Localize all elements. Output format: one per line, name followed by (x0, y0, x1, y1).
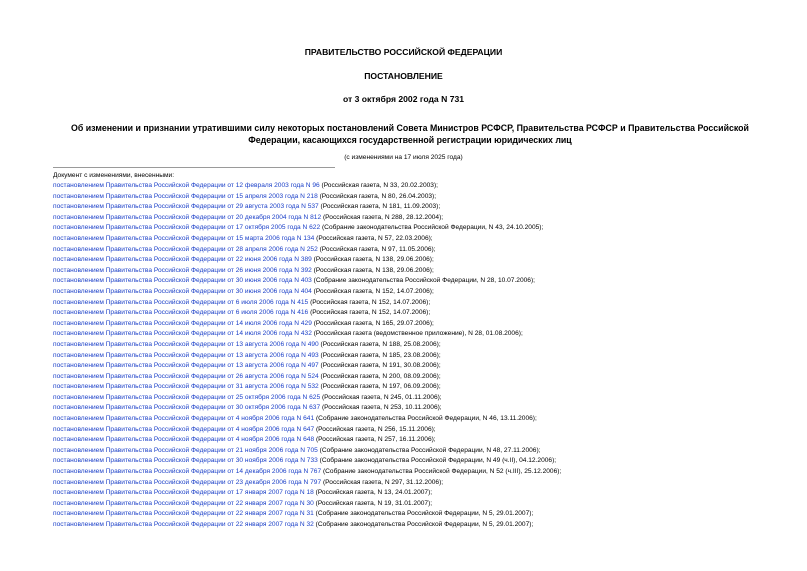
amendment-source: (Собрание законодательства Российской Федерации, N 28, 10.07.2006); (311, 277, 535, 285)
amendment-item (53, 478, 793, 489)
amendment-link[interactable]: постановлением Правительства Российской Федерации от 30 октября 2006 года N 637 (53, 404, 321, 412)
amendment-link[interactable]: постановлением Правительства Российской Федерации от 14 июля 2006 года N 429 (53, 319, 312, 327)
amendment-item (53, 202, 793, 213)
amendment-source: (Собрание законодательства Российской Федерации, N 46, 13.11.2006); (314, 415, 537, 423)
amendment-source: (Российская газета, N 191, 30.08.2006); (318, 362, 441, 370)
amendment-item (53, 308, 793, 319)
amendment-item (53, 245, 793, 256)
amendment-item (53, 234, 793, 245)
amendment-source: (Российская газета, N 152, 14.07.2006); (308, 298, 431, 306)
amendment-link[interactable]: постановлением Правительства Российской Федерации от 13 августа 2006 года N 490 (53, 340, 319, 348)
document-type: ПОСТАНОВЛЕНИЕ (364, 71, 443, 81)
amendment-source: (Российская газета, N 188, 25.08.2006); (318, 340, 441, 348)
amendment-item (53, 266, 793, 277)
amendment-item (53, 192, 793, 203)
amendment-item (53, 414, 793, 425)
amendment-source: (Российская газета, N 33, 20.02.2003); (319, 182, 438, 189)
amendment-link[interactable]: постановлением Правительства Российской Федерации от 13 августа 2006 года N 493 (53, 351, 319, 359)
amendment-link[interactable]: постановлением Правительства Российской Федерации от 23 декабря 2006 года N 797 (53, 478, 322, 486)
amendment-source: (Российская газета (ведомственное приложение), N 28, 01.08.2006); (311, 330, 523, 338)
amendment-link[interactable]: постановлением Правительства Российской Федерации от 17 октября 2005 года N 622 (53, 224, 321, 232)
amendment-item (53, 425, 793, 436)
amendment-source: (Российская газета, N 80, 26.04.2003); (317, 192, 437, 200)
amendment-item (53, 435, 793, 446)
amendment-source: (Собрание законодательства Российской Федерации, N 43, 24.10.2005); (320, 224, 544, 232)
amendment-item (53, 520, 793, 531)
amendment-item (53, 223, 793, 234)
amendment-link[interactable]: постановлением Правительства Российской Федерации от 29 августа 2003 года N 537 (53, 203, 319, 211)
amendment-source: (Российская газета, N 152, 14.07.2006); (308, 309, 431, 317)
amendment-source: (Российская газета, N 197, 06.09.2006); (318, 383, 441, 391)
amendment-item (53, 382, 793, 393)
amendment-item (53, 287, 793, 298)
amendment-source: (Российская газета, N 13, 24.01.2007); (313, 489, 433, 497)
amendment-link[interactable]: постановлением Правительства Российской Федерации от 25 октября 2006 года N 625 (53, 393, 321, 401)
amendment-link[interactable]: постановлением Правительства Российской Федерации от 17 января 2007 года N 18 (53, 489, 314, 497)
amendment-link[interactable]: постановлением Правительства Российской Федерации от 14 июля 2006 года N 432 (53, 330, 312, 338)
amendment-link[interactable]: постановлением Правительства Российской Федерации от 31 августа 2006 года N 532 (53, 383, 319, 391)
amendment-link[interactable]: постановлением Правительства Российской Федерации от 14 декабря 2006 года N 767 (53, 468, 322, 476)
amendment-item (53, 361, 793, 372)
amendments-list (53, 181, 793, 531)
amendment-item (53, 276, 793, 287)
amendment-item (53, 181, 793, 192)
amendment-item (53, 213, 793, 224)
amendment-link[interactable]: постановлением Правительства Российской Федерации от 20 декабря 2004 года N 812 (53, 213, 322, 221)
amendment-source: (Российская газета, N 181, 11.09.2003); (318, 203, 441, 211)
document-title: Об изменении и признании утратившими силу некоторых постановлений Совета Министров РСФСР, Правительства РСФСР и Правительства Российской Федерации, касающихся государственной регистрации юридических лиц (71, 123, 749, 145)
amendment-source: (Российская газета, N 97, 11.05.2006); (317, 245, 436, 253)
amendment-link[interactable]: постановлением Правительства Российской Федерации от 13 августа 2006 года N 497 (53, 362, 319, 370)
amendment-source: (Собрание законодательства Российской Федерации, N 49 (ч.II), 04.12.2006); (317, 457, 557, 465)
amendment-link[interactable]: постановлением Правительства Российской Федерации от 26 августа 2006 года N 524 (53, 372, 319, 380)
amendment-item (53, 509, 793, 520)
amendment-item (53, 446, 793, 457)
amendment-source: (Российская газета, N 256, 15.11.2006); (314, 425, 436, 433)
amendment-item (53, 351, 793, 362)
section-divider (53, 167, 335, 168)
amendment-source: (Российская газета, N 152, 14.07.2006); (311, 287, 434, 295)
revision-note: (с изменениями на 17 июля 2025 года) (344, 154, 463, 161)
amendment-source: (Российская газета, N 138, 29.06.2006); (311, 266, 434, 274)
amendment-link[interactable]: постановлением Правительства Российской Федерации от 4 ноября 2006 года N 641 (53, 415, 315, 423)
amendment-item (53, 403, 793, 414)
amendment-link[interactable]: постановлением Правительства Российской Федерации от 4 ноября 2006 года N 647 (53, 425, 315, 433)
amendment-link[interactable]: постановлением Правительства Российской Федерации от 15 марта 2006 года N 134 (53, 234, 315, 242)
amendment-source: (Российская газета, N 253, 10.11.2006); (320, 404, 442, 412)
amendment-link[interactable]: постановлением Правительства Российской Федерации от 6 июля 2006 года N 415 (53, 298, 309, 306)
amendment-source: (Российская газета, N 165, 29.07.2006); (311, 319, 434, 327)
amendment-link[interactable]: постановлением Правительства Российской Федерации от 6 июля 2006 года N 416 (53, 309, 309, 317)
amendment-link[interactable]: постановлением Правительства Российской Федерации от 30 июня 2006 года N 404 (53, 287, 312, 295)
amendment-link[interactable]: постановлением Правительства Российской Федерации от 22 января 2007 года N 31 (53, 510, 314, 518)
amendment-source: (Российская газета, N 57, 22.03.2006); (314, 234, 433, 242)
amendment-link[interactable]: постановлением Правительства Российской Федерации от 22 января 2007 года N 30 (53, 499, 314, 507)
amendment-item (53, 298, 793, 309)
amendment-link[interactable]: постановлением Правительства Российской Федерации от 26 июня 2006 года N 392 (53, 266, 312, 274)
amendment-link[interactable]: постановлением Правительства Российской Федерации от 15 апреля 2003 года N 218 (53, 192, 318, 200)
amendment-item (53, 340, 793, 351)
amendment-source: (Собрание законодательства Российской Федерации, N 5, 29.01.2007); (313, 521, 534, 528)
amendment-source: (Собрание законодательства Российской Федерации, N 52 (ч.III), 25.12.2006); (321, 468, 562, 476)
amendment-item (53, 488, 793, 499)
amendment-item (53, 499, 793, 510)
amendment-link[interactable]: постановлением Правительства Российской Федерации от 12 февраля 2003 года N 96 (53, 182, 320, 189)
amendment-item (53, 329, 793, 340)
amendment-item (53, 255, 793, 266)
amendment-source: (Российская газета, N 200, 08.09.2006); (318, 372, 441, 380)
amendment-source: (Российская газета, N 257, 16.11.2006); (314, 436, 436, 444)
amendment-item (53, 393, 793, 404)
amendment-link[interactable]: постановлением Правительства Российской Федерации от 21 ноября 2006 года N 705 (53, 446, 318, 454)
amendment-source: (Российская газета, N 297, 31.12.2006); (321, 478, 444, 486)
amendment-source: (Российская газета, N 19, 31.01.2007); (313, 499, 433, 507)
amendment-link[interactable]: постановлением Правительства Российской Федерации от 22 июня 2006 года N 389 (53, 256, 312, 264)
amendment-link[interactable]: постановлением Правительства Российской Федерации от 30 июня 2006 года N 403 (53, 277, 312, 285)
amendment-link[interactable]: постановлением Правительства Российской Федерации от 30 ноября 2006 года N 733 (53, 457, 318, 465)
amendments-heading: Документ с изменениями, внесенными: (53, 172, 175, 179)
issuing-authority: ПРАВИТЕЛЬСТВО РОССИЙСКОЙ ФЕДЕРАЦИИ (304, 47, 503, 57)
amendment-item (53, 372, 793, 383)
amendment-source: (Российская газета, N 185, 23.08.2006); (318, 351, 441, 359)
amendment-item (53, 456, 793, 467)
amendment-source: (Российская газета, N 288, 28.12.2004); (321, 213, 444, 221)
amendment-source: (Российская газета, N 138, 29.06.2006); (311, 256, 434, 264)
amendment-link[interactable]: постановлением Правительства Российской Федерации от 28 апреля 2006 года N 252 (53, 245, 318, 253)
amendment-link[interactable]: постановлением Правительства Российской Федерации от 4 ноября 2006 года N 648 (53, 436, 315, 444)
amendment-item (53, 467, 793, 478)
amendment-item (53, 319, 793, 330)
amendment-source: (Собрание законодательства Российской Федерации, N 5, 29.01.2007); (313, 510, 534, 518)
amendment-source: (Собрание законодательства Российской Федерации, N 48, 27.11.2006); (317, 446, 541, 454)
document-date-number: от 3 октября 2002 года N 731 (342, 94, 465, 104)
amendment-link[interactable]: постановлением Правительства Российской Федерации от 22 января 2007 года N 32 (53, 521, 314, 528)
amendment-source: (Российская газета, N 245, 01.11.2006); (320, 393, 442, 401)
